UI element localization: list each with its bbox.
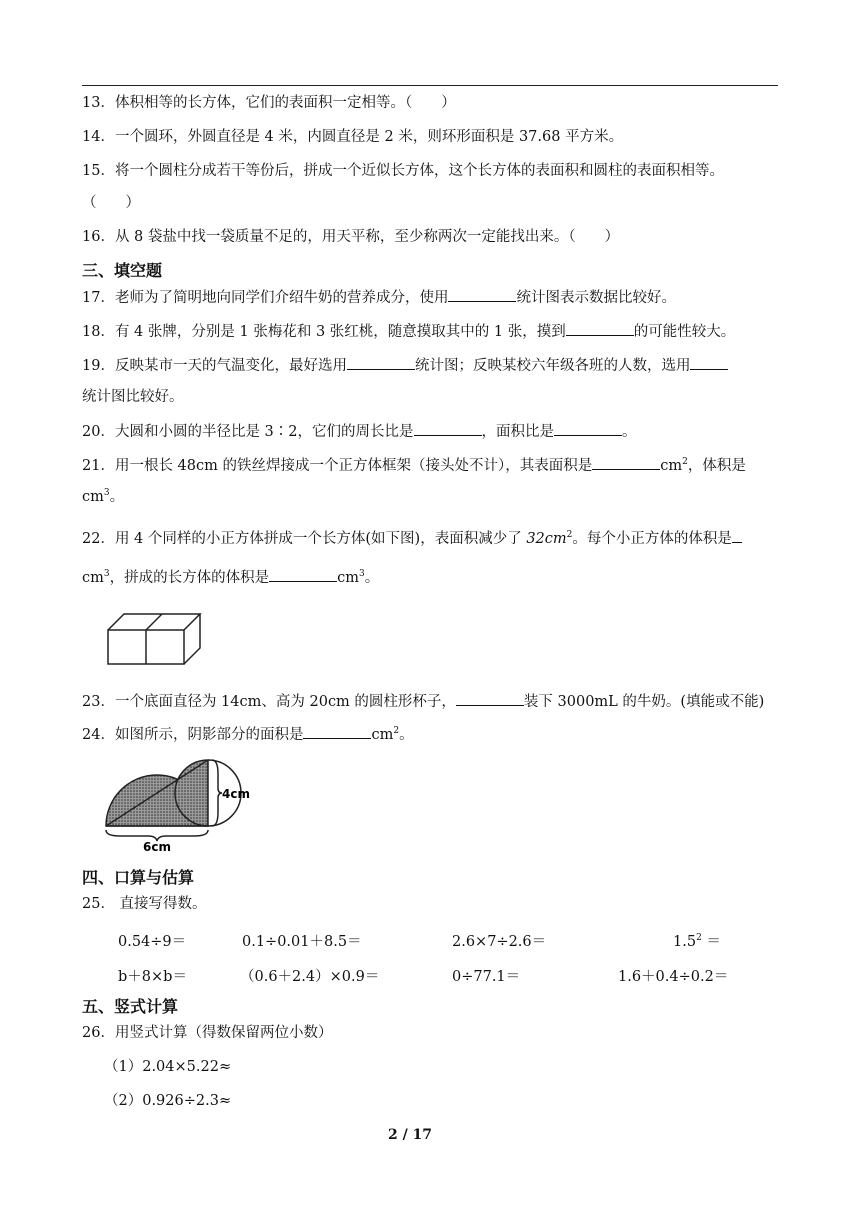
header-rule: [82, 85, 778, 86]
question-23: 23．一个底面直径为 14cm、高为 20cm 的圆柱形杯子， 装下 3000mL 的牛奶。(填能或不能): [82, 691, 764, 712]
label-6cm: 6cm: [143, 840, 171, 854]
calc-item: 1.6＋0.4÷0.2＝: [618, 969, 729, 985]
question-26-1: （1）2.04×5.22≈: [104, 1059, 232, 1075]
question-25: 25． 直接写得数。: [82, 896, 207, 912]
answer-blank[interactable]: [690, 355, 728, 370]
calc-item: b＋8×b＝: [118, 969, 187, 985]
question-15: 15．将一个圆柱分成若干等份后，拼成一个近似长方体，这个长方体的表面积和圆柱的表面积相等。: [82, 163, 724, 179]
question-19-cont: 统计图比较好。: [82, 389, 184, 405]
calc-item: 0.1÷0.01＋8.5＝: [242, 934, 362, 950]
question-21: 21．用一根长 48cm 的铁丝焊接成一个正方体框架（接头处不计），其表面积是 $cm^2$，体积是: [82, 455, 746, 476]
question-22: 22．用 4 个同样的小正方体拼成一个长方体(如下图)，表面积减少了 $32cm^2$。每个小正方体的体积是: [82, 528, 742, 549]
section-4-title: 四、口算与估算: [82, 868, 195, 887]
question-19: 19．反映某市一天的气温变化，最好选用 统计图；反映某校六年级各班的人数，选用: [82, 355, 728, 376]
question-17: 17．老师为了简明地向同学们介绍牛奶的营养成分，使用 统计图表示数据比较好。: [82, 287, 676, 308]
calc-item: 2.6×7÷2.6＝: [452, 934, 547, 950]
calc-item: 0÷77.1＝: [452, 969, 521, 985]
question-15-bracket: （ ）: [82, 195, 140, 211]
question-20: 20．大圆和小圆的半径比是 3∶2，它们的周长比是 ，面积比是 。: [82, 421, 637, 442]
question-14: 14．一个圆环，外圆直径是 4 米，内圆直径是 2 米，则环形面积是 37.68 平方米。: [82, 129, 624, 145]
calc-item: $1.5^2$ ＝: [673, 933, 721, 950]
calc-item: 0.54÷9＝: [118, 934, 187, 950]
question-26: 26．用竖式计算（得数保留两位小数）: [82, 1025, 333, 1041]
question-13: 13．体积相等的长方体，它们的表面积一定相等。（ ）: [82, 95, 456, 111]
page-number: 2 / 17: [387, 1127, 433, 1143]
answer-blank[interactable]: [448, 287, 516, 302]
section-5-title: 五、竖式计算: [82, 997, 179, 1016]
question-16: 16．从 8 袋盐中找一袋质量不足的，用天平称，至少称两次一定能找出来。（ ）: [82, 229, 620, 245]
section-3-title: 三、填空题: [82, 261, 163, 280]
cuboid-figure: [104, 610, 214, 668]
answer-blank[interactable]: [554, 421, 622, 436]
answer-blank[interactable]: [456, 691, 524, 706]
question-22-cont: $cm^3$，拼成的长方体的体积是 $cm^3$。: [82, 567, 379, 588]
answer-blank[interactable]: [566, 321, 634, 336]
answer-blank[interactable]: [592, 455, 660, 470]
answer-blank[interactable]: [347, 355, 415, 370]
question-26-2: （2）0.926÷2.3≈: [104, 1093, 232, 1109]
shaded-area-figure: [100, 754, 260, 854]
answer-blank[interactable]: [303, 724, 371, 739]
calc-item: （0.6＋2.4）×0.9＝: [240, 969, 380, 985]
question-21-cont: $cm^3$。: [82, 488, 125, 505]
answer-blank[interactable]: [414, 421, 482, 436]
answer-blank[interactable]: [732, 528, 742, 543]
answer-blank[interactable]: [269, 567, 337, 582]
question-18: 18．有 4 张牌，分别是 1 张梅花和 3 张红桃，随意摸取其中的 1 张，摸到 的可能性较大。: [82, 321, 735, 342]
label-4cm: 4cm: [222, 787, 250, 801]
question-24: 24．如图所示，阴影部分的面积是 $cm^2$。: [82, 724, 414, 745]
